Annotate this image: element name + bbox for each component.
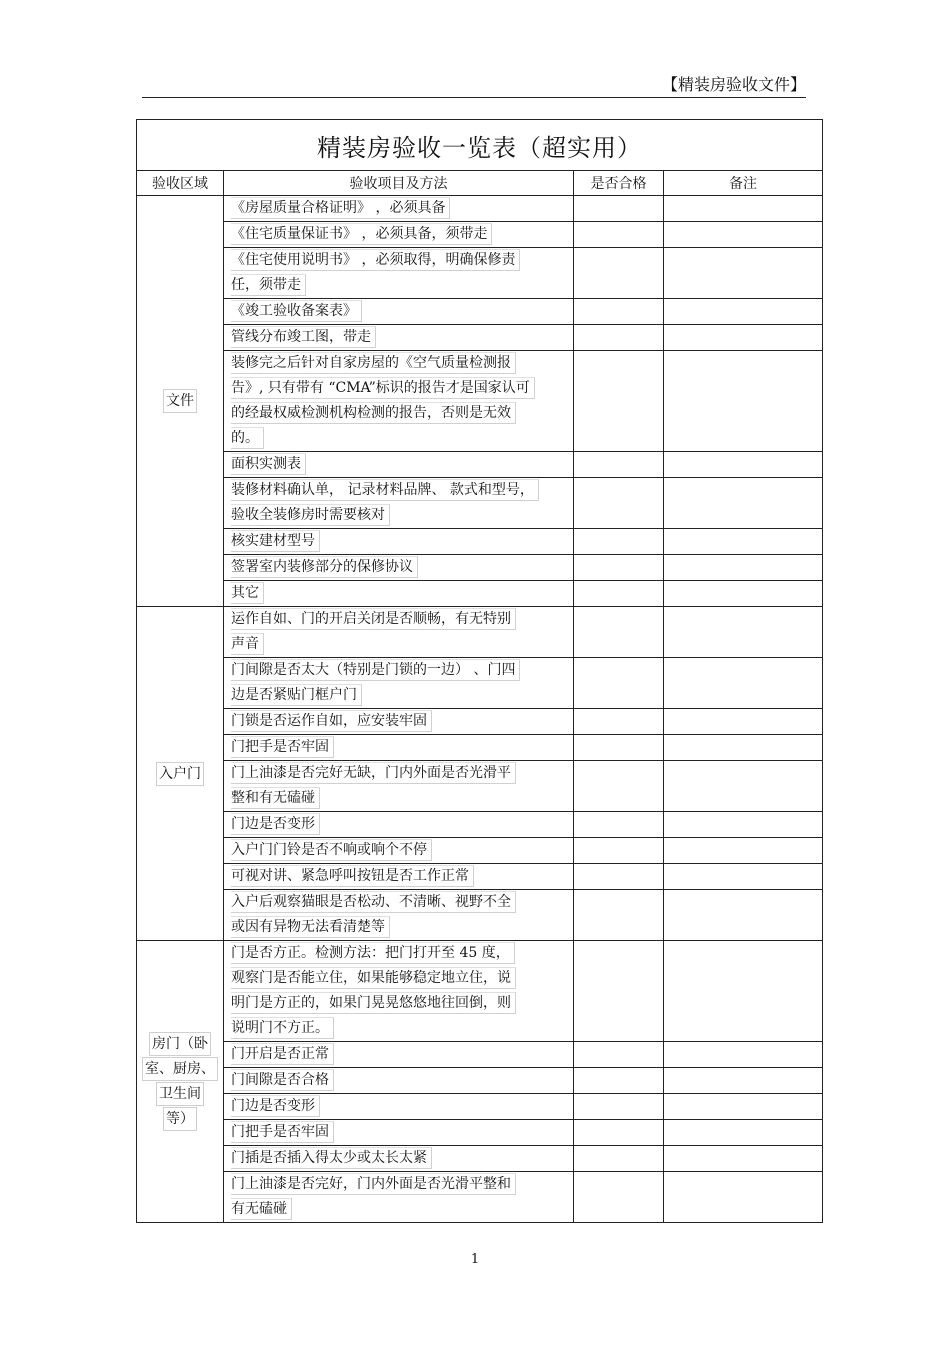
item-text-line: 面积实测表 <box>231 453 306 475</box>
pass-cell[interactable] <box>574 1172 664 1223</box>
item-cell <box>224 1042 574 1068</box>
table-row <box>137 941 823 1042</box>
page-header <box>142 70 806 98</box>
notes-cell[interactable] <box>664 838 823 864</box>
item-text-line: 告》, 只有带有 “CMA”标识的报告才是国家认可 <box>231 377 535 399</box>
pass-cell[interactable] <box>574 299 664 325</box>
table-row <box>137 299 823 325</box>
table-row <box>137 222 823 248</box>
item-cell <box>224 1120 574 1146</box>
item-text-line: 边是否紧贴门框户门 <box>231 684 362 706</box>
notes-cell[interactable] <box>664 478 823 529</box>
item-cell <box>224 555 574 581</box>
item-text-line: 门边是否变形 <box>231 813 320 835</box>
item-text-line: 《房屋质量合格证明》 ，必须具备 <box>231 197 450 219</box>
area-label <box>156 761 204 787</box>
notes-cell[interactable] <box>664 196 823 222</box>
item-text-line: 门锁是否运作自如，应安装牢固 <box>231 710 432 732</box>
table-row <box>137 248 823 299</box>
item-cell <box>224 478 574 529</box>
item-text-line: 的。 <box>231 427 264 449</box>
column-header-item: 验收项目及方法 <box>224 171 574 196</box>
item-text-line: 任，须带走 <box>231 274 306 296</box>
item-cell <box>224 735 574 761</box>
item-cell <box>224 529 574 555</box>
item-cell <box>224 351 574 452</box>
pass-cell[interactable] <box>574 248 664 299</box>
table-row <box>137 1146 823 1172</box>
area-label <box>142 1031 218 1132</box>
notes-cell[interactable] <box>664 299 823 325</box>
table-row <box>137 890 823 941</box>
table-row <box>137 709 823 735</box>
pass-cell[interactable] <box>574 351 664 452</box>
pass-cell[interactable] <box>574 1042 664 1068</box>
item-text-line: 门上油漆是否完好，门内外面是否光滑平整和 <box>231 1173 516 1195</box>
area-label-line: 卫生间 <box>156 1082 204 1106</box>
item-text-line: 门插是否插入得太少或太长太紧 <box>231 1147 432 1169</box>
pass-cell[interactable] <box>574 1146 664 1172</box>
pass-cell[interactable] <box>574 864 664 890</box>
table-row <box>137 478 823 529</box>
notes-cell[interactable] <box>664 452 823 478</box>
item-cell <box>224 864 574 890</box>
area-label <box>163 388 197 414</box>
pass-cell[interactable] <box>574 761 664 812</box>
item-text-line: 门边是否变形 <box>231 1095 320 1117</box>
item-text-line: 《住宅质量保证书》 ，必须具备，须带走 <box>231 223 492 245</box>
area-cell <box>137 941 224 1223</box>
table-row <box>137 325 823 351</box>
item-text-line: 门间隙是否太大（特别是门锁的一边） 、门四 <box>231 659 520 681</box>
table-row <box>137 529 823 555</box>
pass-cell[interactable] <box>574 735 664 761</box>
pass-cell[interactable] <box>574 709 664 735</box>
table-row <box>137 812 823 838</box>
item-text-line: 观察门是否能立住，如果能够稳定地立住，说 <box>231 967 516 989</box>
notes-cell[interactable] <box>664 658 823 709</box>
notes-cell[interactable] <box>664 1146 823 1172</box>
table-row <box>137 452 823 478</box>
item-text-line: 签署室内装修部分的保修协议 <box>231 556 418 578</box>
table-header-row <box>137 171 823 196</box>
notes-cell[interactable] <box>664 864 823 890</box>
item-text-line: 的经最权威检测机构检测的报告，否则是无效 <box>231 402 516 424</box>
item-text-line: 《住宅使用说明书》 ，必须取得，明确保修责 <box>231 249 520 271</box>
area-label-line: 房门（卧 <box>149 1032 211 1056</box>
pass-cell[interactable] <box>574 478 664 529</box>
item-cell <box>224 1068 574 1094</box>
area-label-line: 文件 <box>163 389 197 413</box>
table-row <box>137 1172 823 1223</box>
notes-cell[interactable] <box>664 1172 823 1223</box>
item-text-line: 可视对讲、紧急呼叫按钮是否工作正常 <box>231 865 474 887</box>
item-cell <box>224 607 574 658</box>
notes-cell[interactable] <box>664 761 823 812</box>
pass-cell[interactable] <box>574 529 664 555</box>
item-cell <box>224 1172 574 1223</box>
notes-cell[interactable] <box>664 555 823 581</box>
pass-cell[interactable] <box>574 1094 664 1120</box>
pass-cell[interactable] <box>574 222 664 248</box>
item-cell <box>224 890 574 941</box>
notes-cell[interactable] <box>664 351 823 452</box>
pass-cell[interactable] <box>574 890 664 941</box>
table-row <box>137 581 823 607</box>
item-text-line: 门把手是否牢固 <box>231 1121 334 1143</box>
item-text-line: 门间隙是否合格 <box>231 1069 334 1091</box>
table-row <box>137 196 823 222</box>
table-row <box>137 1094 823 1120</box>
table-row <box>137 1068 823 1094</box>
area-label-line: 等） <box>163 1107 197 1131</box>
notes-cell[interactable] <box>664 1068 823 1094</box>
notes-cell[interactable] <box>664 709 823 735</box>
page-number: 1 <box>470 1252 480 1267</box>
item-cell <box>224 761 574 812</box>
item-cell <box>224 658 574 709</box>
column-header-pass: 是否合格 <box>574 171 664 196</box>
pass-cell[interactable] <box>574 555 664 581</box>
pass-cell[interactable] <box>574 658 664 709</box>
column-header-notes: 备注 <box>664 171 823 196</box>
item-cell <box>224 838 574 864</box>
table-row <box>137 1042 823 1068</box>
item-text-line: 门是否方正。检测方法：把门打开至 45 度， <box>231 942 515 964</box>
item-text-line: 明门是方正的，如果门晃晃悠悠地往回倒，则 <box>231 992 516 1014</box>
notes-cell[interactable] <box>664 1120 823 1146</box>
notes-cell[interactable] <box>664 222 823 248</box>
column-header-area: 验收区域 <box>137 171 224 196</box>
pass-cell[interactable] <box>574 941 664 1042</box>
item-cell <box>224 581 574 607</box>
table-row <box>137 607 823 658</box>
area-cell <box>137 607 224 941</box>
item-text-line: 验收全装修房时需要核对 <box>231 504 390 526</box>
item-cell <box>224 812 574 838</box>
table-row <box>137 1120 823 1146</box>
pass-cell[interactable] <box>574 838 664 864</box>
pass-cell[interactable] <box>574 812 664 838</box>
item-text-line: 《竣工验收备案表》 <box>231 300 362 322</box>
pass-cell[interactable] <box>574 607 664 658</box>
item-text-line: 或因有异物无法看清楚等 <box>231 916 390 938</box>
notes-cell[interactable] <box>664 529 823 555</box>
notes-cell[interactable] <box>664 325 823 351</box>
notes-cell[interactable] <box>664 1042 823 1068</box>
item-cell <box>224 299 574 325</box>
notes-cell[interactable] <box>664 607 823 658</box>
item-cell <box>224 452 574 478</box>
table-row <box>137 658 823 709</box>
notes-cell[interactable] <box>664 735 823 761</box>
item-cell <box>224 325 574 351</box>
item-text-line: 门把手是否牢固 <box>231 736 334 758</box>
table-row <box>137 735 823 761</box>
item-cell <box>224 196 574 222</box>
item-cell <box>224 1094 574 1120</box>
item-text-line: 说明门不方正。 <box>231 1017 334 1039</box>
pass-cell[interactable] <box>574 196 664 222</box>
notes-cell[interactable] <box>664 941 823 1042</box>
notes-cell[interactable] <box>664 812 823 838</box>
item-text-line: 整和有无磕碰 <box>231 787 320 809</box>
table-row <box>137 351 823 452</box>
item-text-line: 其它 <box>231 582 264 604</box>
header-title: 【精装房验收文件】 <box>661 75 806 94</box>
pass-cell[interactable] <box>574 1068 664 1094</box>
item-cell <box>224 222 574 248</box>
pass-cell[interactable] <box>574 1120 664 1146</box>
pass-cell[interactable] <box>574 581 664 607</box>
area-label-line: 室、厨房、 <box>142 1057 218 1081</box>
item-cell <box>224 941 574 1042</box>
table-row <box>137 838 823 864</box>
item-text-line: 管线分布竣工图，带走 <box>231 326 376 348</box>
table-row <box>137 761 823 812</box>
area-cell <box>137 196 224 607</box>
item-text-line: 声音 <box>231 633 264 655</box>
item-text-line: 装修材料确认单， 记录材料品牌、 款式和型号， <box>231 479 539 501</box>
item-text-line: 装修完之后针对自家房屋的《空气质量检测报 <box>231 352 516 374</box>
item-text-line: 门上油漆是否完好无缺，门内外面是否光滑平 <box>231 762 516 784</box>
item-cell <box>224 1146 574 1172</box>
item-cell <box>224 709 574 735</box>
notes-cell[interactable] <box>664 248 823 299</box>
pass-cell[interactable] <box>574 325 664 351</box>
notes-cell[interactable] <box>664 581 823 607</box>
table-row <box>137 864 823 890</box>
notes-cell[interactable] <box>664 890 823 941</box>
item-text-line: 入户门门铃是否不响或响个不停 <box>231 839 432 861</box>
table-title: 精装房验收一览表（超实用） <box>137 120 823 171</box>
inspection-table <box>136 119 823 1223</box>
table-row <box>137 555 823 581</box>
item-text-line: 有无磕碰 <box>231 1198 292 1220</box>
item-cell <box>224 248 574 299</box>
item-text-line: 核实建材型号 <box>231 530 320 552</box>
area-label-line: 入户门 <box>156 762 204 786</box>
item-text-line: 入户后观察猫眼是否松动、不清晰、视野不全 <box>231 891 516 913</box>
notes-cell[interactable] <box>664 1094 823 1120</box>
item-text-line: 运作自如、门的开启关闭是否顺畅，有无特别 <box>231 608 516 630</box>
pass-cell[interactable] <box>574 452 664 478</box>
item-text-line: 门开启是否正常 <box>231 1043 334 1065</box>
